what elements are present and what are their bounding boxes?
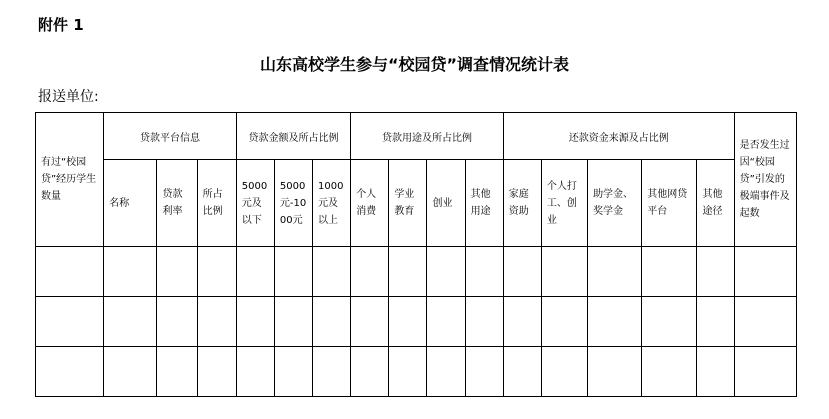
usage-other-header [465,160,503,247]
table-cell[interactable] [36,347,104,397]
repay-other-platform-text: 其他网贷平台 [647,189,688,217]
table-cell[interactable] [197,297,236,347]
table-cell[interactable] [503,247,541,297]
platform-rate-header [157,160,197,247]
page-title: 山东高校学生参与“校园贷”调查情况统计表 [259,55,570,74]
amount-mid-text: 5000元-1000元 [279,180,307,226]
table-cell[interactable] [465,297,503,347]
table-row [36,297,797,347]
repay-family-header [503,160,541,247]
table-cell[interactable] [236,247,274,297]
repay-other-text: 其他途径 [702,189,723,217]
table-cell[interactable] [642,297,697,347]
table-cell[interactable] [697,347,734,397]
table-cell[interactable] [734,247,796,297]
table-cell[interactable] [389,297,427,347]
usage-education-header [389,160,427,247]
extreme-events-header [734,113,796,247]
amount-low-header [236,160,274,247]
table-cell[interactable] [541,297,587,347]
platform-share-header [197,160,236,247]
table-cell[interactable] [503,297,541,347]
group-amount-header: 贷款金额及所占比例 [236,113,350,160]
table-cell[interactable] [642,347,697,397]
table-cell[interactable] [157,247,197,297]
table-cell[interactable] [197,347,236,397]
repay-work-text: 个人打工、创业 [546,180,577,226]
group-repay-header: 还款资金来源及占比例 [503,113,734,160]
table-cell[interactable] [351,347,389,397]
table-cell[interactable] [157,347,197,397]
attachment-label: 附件 1 [38,16,84,34]
table-cell[interactable] [541,347,587,397]
usage-consumption-text: 个人消费 [356,189,377,217]
table-cell[interactable] [313,347,351,397]
table-cell[interactable] [588,347,642,397]
table-row [36,247,797,297]
table-cell[interactable] [588,247,642,297]
platform-name-header [104,160,157,247]
table-cell[interactable] [541,247,587,297]
table-cell[interactable] [697,297,734,347]
repay-work-header [541,160,587,247]
platform-name-text: 名称 [109,197,130,209]
student-count-header-text: 有过“校园贷”经历学生数量 [41,157,97,202]
table-cell[interactable] [351,297,389,347]
repay-other-header [697,160,734,247]
table-cell[interactable] [427,247,465,297]
table-cell[interactable] [36,247,104,297]
repay-other-platform-header [642,160,697,247]
table-cell[interactable] [36,297,104,347]
table-cell[interactable] [389,247,427,297]
table-cell[interactable] [427,297,465,347]
table-cell[interactable] [313,247,351,297]
usage-education-text: 学业教育 [394,189,415,217]
table-cell[interactable] [734,347,796,397]
table-cell[interactable] [642,247,697,297]
table-cell[interactable] [236,297,274,347]
amount-high-text: 1000元及以上 [318,180,344,226]
amount-low-text: 5000元及以下 [241,180,268,226]
report-unit-label: 报送单位: [38,89,99,105]
table-cell[interactable] [236,347,274,397]
table-row [36,347,797,397]
table-cell[interactable] [427,347,465,397]
table-cell[interactable] [734,297,796,347]
table-cell[interactable] [588,297,642,347]
table-cell[interactable] [197,247,236,297]
repay-scholarship-header [588,160,642,247]
platform-share-text: 所占比例 [202,189,223,217]
survey-table [35,112,797,397]
table-cell[interactable] [697,247,734,297]
amount-mid-header [274,160,312,247]
table-cell[interactable] [274,297,312,347]
usage-consumption-header [351,160,389,247]
group-usage-header: 贷款用途及所占比例 [351,113,504,160]
table-cell[interactable] [104,247,157,297]
table-cell[interactable] [274,347,312,397]
platform-rate-text: 贷款利率 [162,189,183,217]
table-cell[interactable] [503,347,541,397]
amount-high-header [313,160,351,247]
table-cell[interactable] [389,347,427,397]
table-cell[interactable] [313,297,351,347]
student-count-header [36,113,104,247]
table-cell[interactable] [465,347,503,397]
usage-startup-header [427,160,465,247]
usage-startup-text: 创业 [432,197,453,209]
table-cell[interactable] [351,247,389,297]
table-cell[interactable] [274,247,312,297]
extreme-events-header-text: 是否发生过因“校园贷”引发的极端事件及起数 [739,140,790,219]
table-cell[interactable] [465,247,503,297]
table-cell[interactable] [104,297,157,347]
group-platform-header: 贷款平台信息 [104,113,237,160]
usage-other-text: 其他用途 [470,189,491,217]
repay-family-text: 家庭资助 [508,189,529,217]
table-cell[interactable] [157,297,197,347]
table-cell[interactable] [104,347,157,397]
repay-scholarship-text: 助学金、奖学金 [593,189,634,217]
